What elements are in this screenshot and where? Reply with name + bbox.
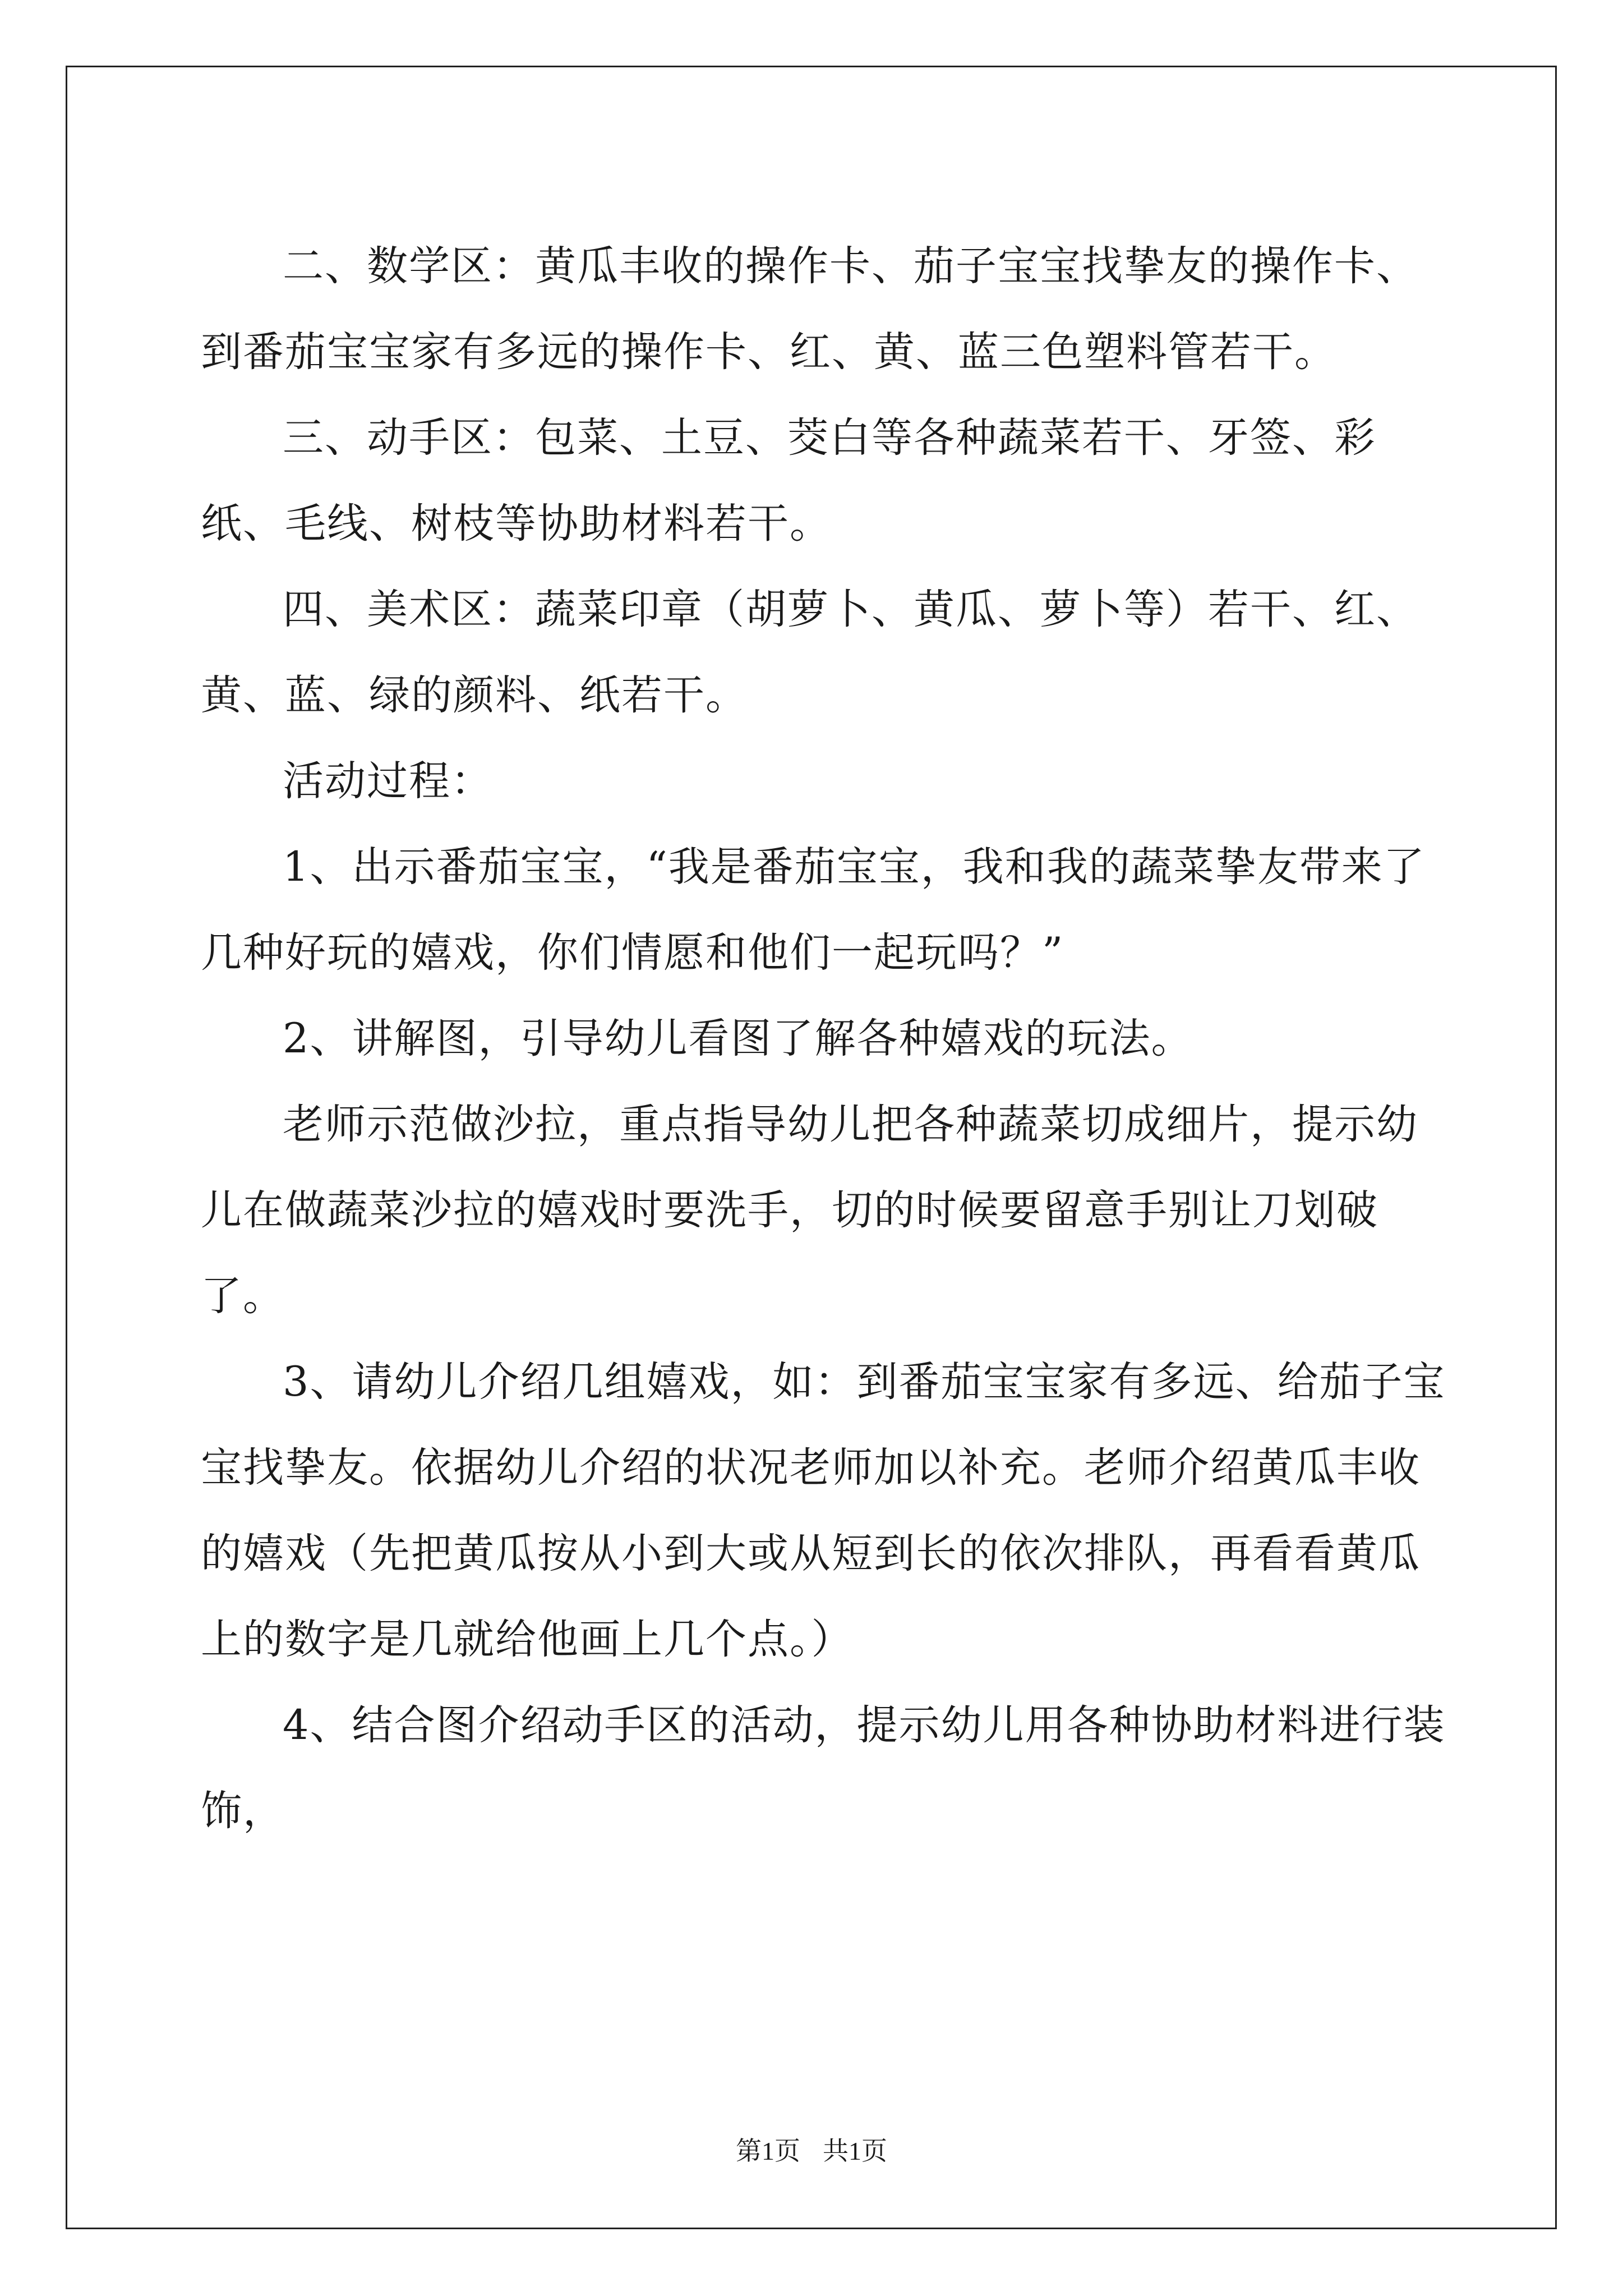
paragraph-hands-on-area: 三、动手区：包菜、土豆、茭白等各种蔬菜若干、牙签、彩纸、毛线、树枝等协助材料若干。	[201, 414, 1376, 547]
paragraph-step-4: 4、结合图介绍动手区的活动，提示幼儿用各种协助材料进行装饰，	[201, 1701, 1446, 1835]
page-total: 共1页	[823, 2137, 887, 2165]
page-number: 第1页	[736, 2137, 800, 2165]
paragraph-step-3: 3、请幼儿介绍几组嬉戏，如：到番茄宝宝家有多远、给茄子宝宝找挚友。依据幼儿介绍的状况老师加以补充。老师介绍黄瓜丰收的嬉戏（先把黄瓜按从小到大或从短到长的依次排队，再看看黄瓜上的数字是几就给他画上几个点。）	[201, 1358, 1446, 1663]
paragraph-step-2: 2、讲解图，引导幼儿看图了解各种嬉戏的玩法。	[283, 1015, 1193, 1062]
paragraph-step-1: 1、出示番茄宝宝，“我是番茄宝宝，我和我的蔬菜挚友带来了几种好玩的嬉戏，你们情愿和他们一起玩吗？”	[201, 843, 1426, 977]
paragraph-math-area: 二、数学区：黄瓜丰收的操作卡、茄子宝宝找挚友的操作卡、到番茄宝宝家有多远的操作卡、红、黄、蓝三色塑料管若干。	[201, 242, 1418, 376]
paragraph-art-area: 四、美术区：蔬菜印章（胡萝卜、黄瓜、萝卜等）若干、红、黄、蓝、绿的颜料、纸若干。	[201, 586, 1418, 719]
document-body	[201, 223, 1457, 1854]
paragraph-activity-heading: 活动过程：	[283, 757, 493, 805]
paragraph-teacher-demo: 老师示范做沙拉，重点指导幼儿把各种蔬菜切成细片，提示幼儿在做蔬菜沙拉的嬉戏时要洗手，切的时候要留意手别让刀划破了。	[201, 1101, 1418, 1320]
page-footer	[0, 2131, 1623, 2168]
